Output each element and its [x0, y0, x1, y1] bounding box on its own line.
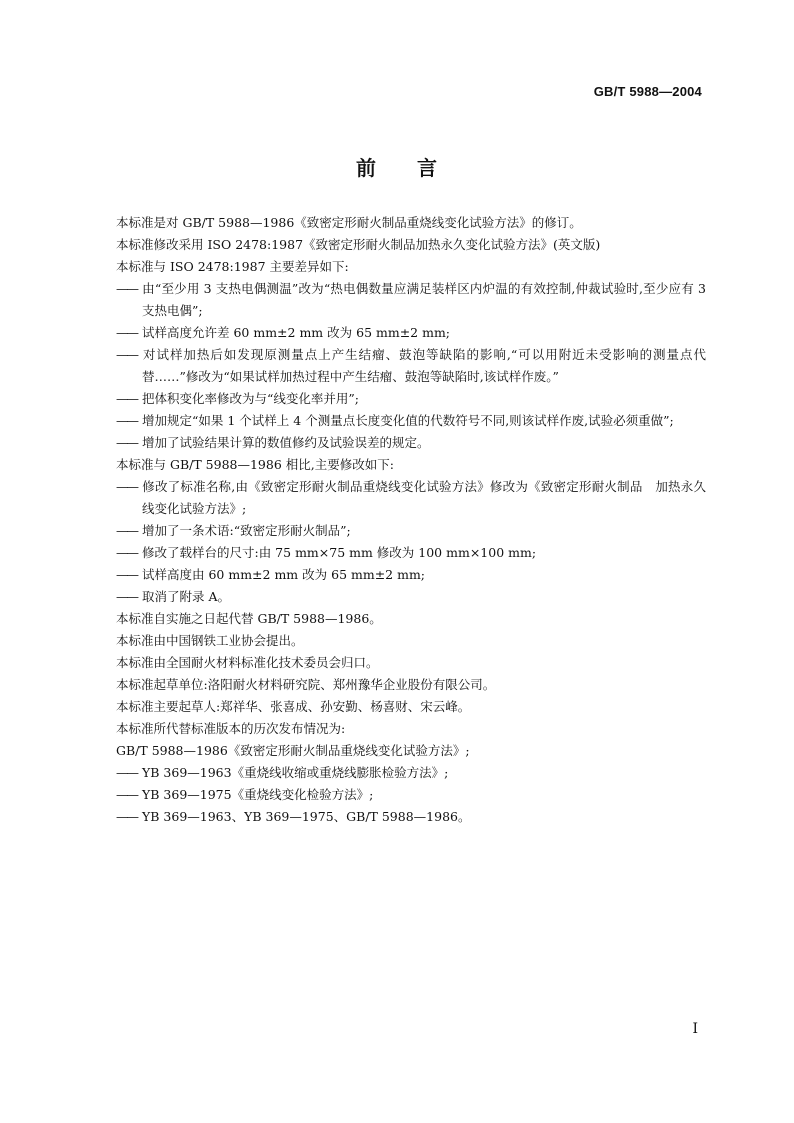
- list-item: —— 修改了标准名称,由《致密定形耐火制品重烧线变化试验方法》修改为《致密定形耐火制品 加热永久线变化试验方法》;: [116, 476, 706, 520]
- list-item: —— 试样高度允许差 60 mm±2 mm 改为 65 mm±2 mm;: [116, 322, 706, 344]
- dash-marker: ——: [116, 347, 137, 362]
- dash-marker: ——: [116, 787, 137, 802]
- dash-marker: ——: [116, 567, 137, 582]
- preface-body: [116, 212, 706, 828]
- dash-marker: ——: [116, 325, 137, 340]
- list-item: —— 对试样加热后如发现原测量点上产生结瘤、鼓泡等缺陷的影响,“可以用附近未受影响的测量点代替……”修改为“如果试样加热过程中产生结瘤、鼓泡等缺陷时,该试样作废。”: [116, 344, 706, 388]
- list-item: —— 把体积变化率修改为与“线变化率并用”;: [116, 388, 706, 410]
- paragraph-drafters: 本标准主要起草人:郑祥华、张喜成、孙安勤、杨喜财、宋云峰。: [116, 699, 471, 714]
- list-item: —— YB 369—1963、YB 369—1975、GB/T 5988—1986。: [116, 806, 706, 828]
- dash-marker: ——: [116, 545, 137, 560]
- paragraph-history-main: GB/T 5988—1986《致密定形耐火制品重烧线变化试验方法》;: [116, 743, 470, 758]
- paragraph-iso-diff-intro: 本标准与 ISO 2478:1987 主要差异如下:: [116, 259, 349, 274]
- dash-marker: ——: [116, 391, 137, 406]
- paragraph-under-jurisdiction: 本标准由全国耐火材料标准化技术委员会归口。: [116, 655, 379, 670]
- title-char-1: 前: [356, 156, 377, 180]
- dash-marker: ——: [116, 435, 137, 450]
- list-item: —— 增加了试验结果计算的数值修约及试验误差的规定。: [116, 432, 706, 454]
- page-number: I: [692, 1021, 698, 1037]
- title-char-2: 言: [417, 156, 438, 180]
- dash-marker: ——: [116, 765, 137, 780]
- list-item: —— 增加规定“如果 1 个试样上 4 个测量点长度变化值的代数符号不同,则该试样作废,试验必须重做”;: [116, 410, 706, 432]
- list-item: —— 取消了附录 A。: [116, 586, 706, 608]
- paragraph-proposed-by: 本标准由中国钢铁工业协会提出。: [116, 633, 304, 648]
- list-item: —— 试样高度由 60 mm±2 mm 改为 65 mm±2 mm;: [116, 564, 706, 586]
- paragraph-adoption: 本标准修改采用 ISO 2478:1987《致密定形耐火制品加热永久变化试验方法》(英文版): [116, 237, 601, 252]
- paragraph-revision: 本标准是对 GB/T 5988—1986《致密定形耐火制品重烧线变化试验方法》的修订。: [116, 215, 582, 230]
- paragraph-replaces: 本标准自实施之日起代替 GB/T 5988—1986。: [116, 611, 382, 626]
- dash-marker: ——: [116, 479, 137, 494]
- dash-marker: ——: [116, 809, 137, 824]
- paragraph-drafting-units: 本标准起草单位:洛阳耐火材料研究院、郑州豫华企业股份有限公司。: [116, 677, 496, 692]
- dash-marker: ——: [116, 281, 137, 296]
- list-item: —— 修改了载样台的尺寸:由 75 mm×75 mm 修改为 100 mm×100 mm;: [116, 542, 706, 564]
- dash-marker: ——: [116, 523, 137, 538]
- list-item: —— YB 369—1963《重烧线收缩或重烧线膨胀检验方法》;: [116, 762, 706, 784]
- list-item: —— 增加了一条术语:“致密定形耐火制品”;: [116, 520, 706, 542]
- paragraph-history-intro: 本标准所代替标准版本的历次发布情况为:: [116, 721, 346, 736]
- standard-number: GB/T 5988—2004: [593, 84, 702, 99]
- page-title: [0, 152, 794, 181]
- dash-marker: ——: [116, 589, 137, 604]
- dash-marker: ——: [116, 413, 137, 428]
- paragraph-old-diff-intro: 本标准与 GB/T 5988—1986 相比,主要修改如下:: [116, 457, 394, 472]
- list-item: —— 由“至少用 3 支热电偶测温”改为“热电偶数量应满足装样区内炉温的有效控制,仲裁试验时,至少应有 3 支热电偶”;: [116, 278, 706, 322]
- list-item: —— YB 369—1975《重烧线变化检验方法》;: [116, 784, 706, 806]
